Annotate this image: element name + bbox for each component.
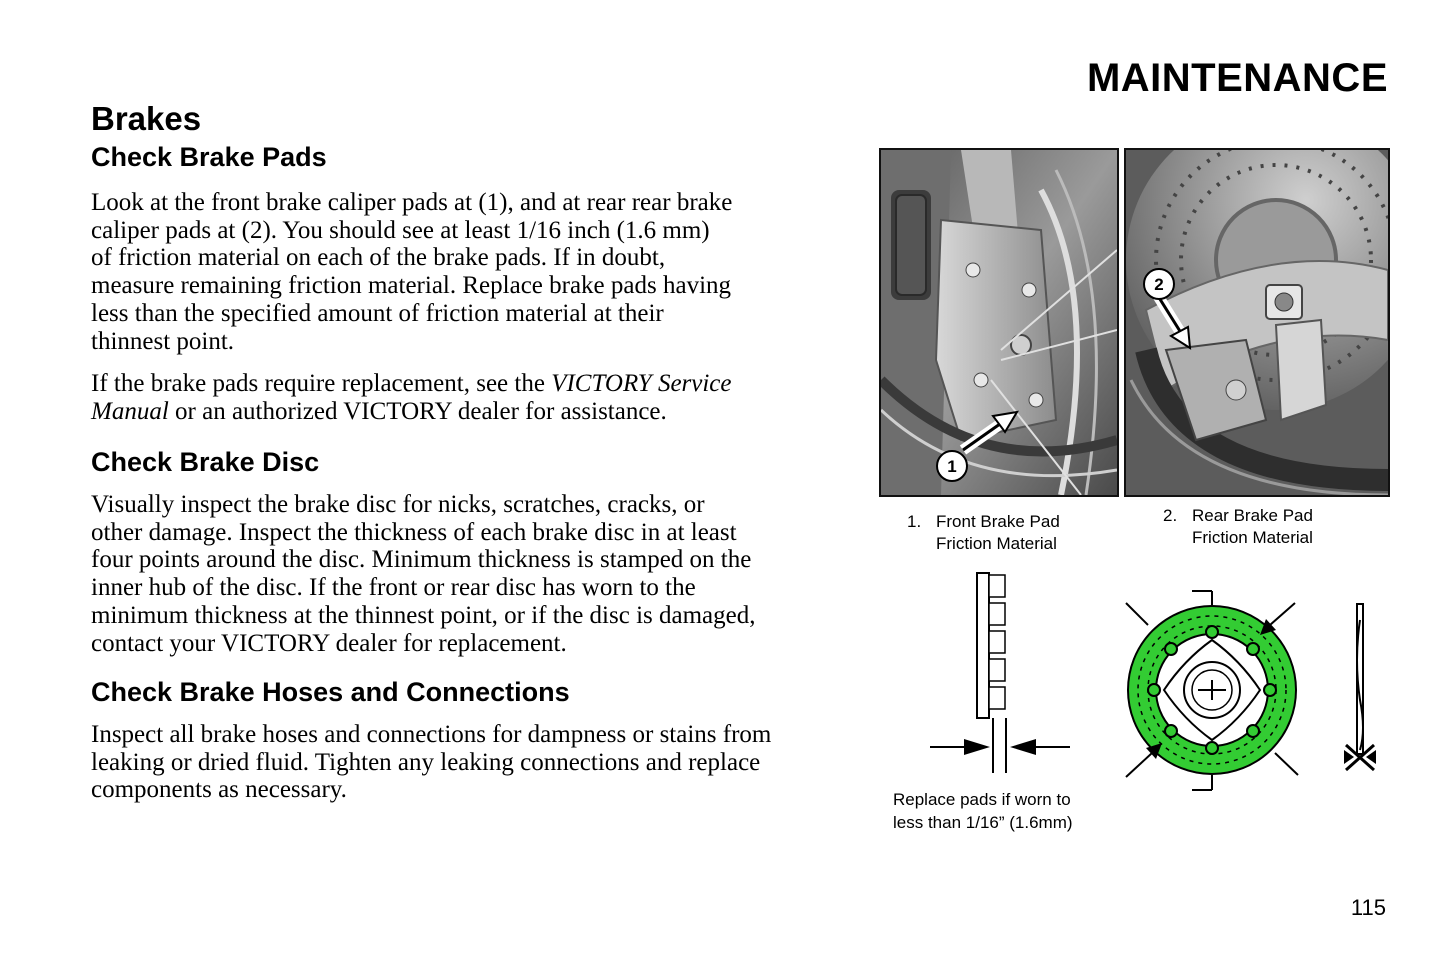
rear-caliper-illustration	[1126, 150, 1388, 495]
caption-rear-brake-pad	[1163, 505, 1363, 551]
replacement-text-end: or an authorized VICTORY dealer for assistance.	[168, 397, 667, 425]
caption-front-brake-pad	[907, 511, 1107, 557]
paragraph-brake-pads-replacement	[91, 370, 732, 425]
heading-check-brake-disc: Check Brake Disc	[91, 447, 320, 477]
caption-number: 1.	[907, 512, 922, 531]
paragraph-brake-hoses: Inspect all brake hoses and connections for dampness or stains from leaking or dried fluid. Tighten any leaking connections and replace components as necessary.	[91, 721, 772, 804]
brake-disc-profile-diagram	[1340, 600, 1380, 775]
section-title: MAINTENANCE	[1086, 56, 1388, 100]
caption-number: 2.	[1163, 506, 1178, 525]
paragraph-brake-disc: Visually inspect the brake disc for nicks, scratches, cracks, or other damage. Inspect the thickness of each brake disc in at least four points around the disc. Minimum thickness is stamped on the inner hub of the disc. If the front or rear disc has worn to the minimum thickness at the thinnest point, or if the disc is damaged, contact your VICTORY dealer for replacement.	[91, 491, 756, 657]
service-manual-title: VICTORY Service Manual	[91, 370, 732, 425]
callout-1: 1	[947, 457, 957, 476]
caption-line: Rear Brake Pad	[1192, 506, 1313, 525]
pad-replacement-caption: Replace pads if worn to less than 1/16” (1.6mm)	[893, 790, 1073, 832]
brake-disc-diagram	[1120, 585, 1305, 795]
replacement-text-start: If the brake pads require replacement, see the	[91, 370, 552, 397]
heading-check-brake-pads: Check Brake Pads	[91, 142, 327, 172]
heading-check-brake-hoses: Check Brake Hoses and Connections	[91, 677, 570, 707]
caption-line: Friction Material	[936, 534, 1057, 553]
caption-line: Friction Material	[1192, 528, 1313, 547]
page-number: 115	[1350, 895, 1386, 920]
callout-2: 2	[1154, 275, 1164, 294]
brake-pad-thickness-diagram	[920, 568, 1080, 783]
front-brake-caliper-photo	[879, 148, 1119, 497]
caption-line: Front Brake Pad	[936, 512, 1060, 531]
paragraph-brake-pads: Look at the front brake caliper pads at (1), and at rear rear brake caliper pads at (2). You should see at least 1/16 inch (1.6 mm) of friction material on each of the brake pads. If in doubt, measure remaining friction material. Replace brake pads having less than the specified amount of friction material at their thinnest point.	[91, 189, 733, 355]
front-caliper-illustration	[881, 150, 1117, 495]
rear-brake-caliper-photo	[1124, 148, 1390, 497]
page-title: Brakes	[91, 100, 202, 137]
